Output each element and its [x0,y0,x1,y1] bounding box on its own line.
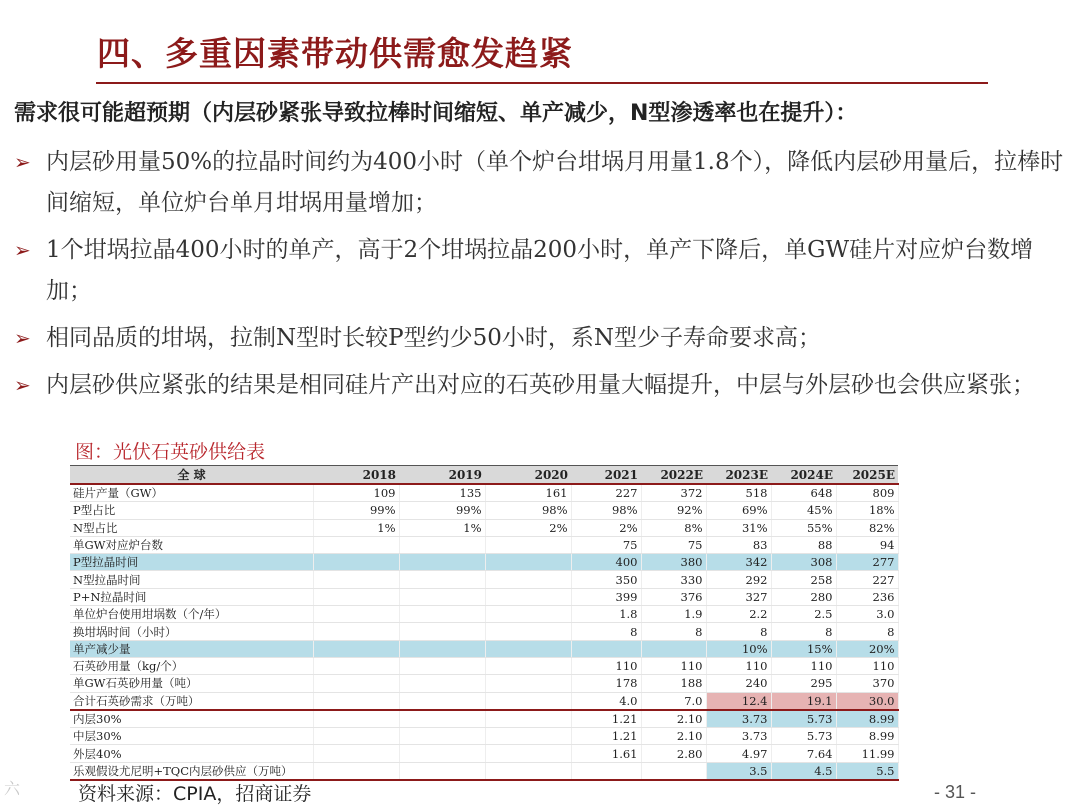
value-cell [571,640,641,657]
header-cell: 2019 [399,466,485,485]
table-row [70,728,898,745]
value-cell: 350 [571,571,641,588]
row-label-cell: P型占比 [70,502,313,519]
value-cell: 3.0 [836,606,898,623]
value-cell: 5.73 [771,710,836,728]
table-row [70,606,898,623]
header-cell: 2023E [706,466,771,485]
arrow-bullet-icon: ➢ [14,326,31,350]
value-cell: 109 [313,484,399,502]
value-cell: 161 [485,484,571,502]
row-label-cell: 硅片产量（GW） [70,484,313,502]
value-cell: 178 [571,675,641,692]
value-cell: 75 [641,536,706,553]
bullet-item [14,230,1064,312]
value-cell: 2% [485,519,571,536]
value-cell: 99% [399,502,485,519]
value-cell: 2.10 [641,728,706,745]
value-cell: 94 [836,536,898,553]
value-cell: 372 [641,484,706,502]
value-cell: 30.0 [836,692,898,710]
value-cell: 7.64 [771,745,836,762]
value-cell: 2.5 [771,606,836,623]
value-cell: 110 [571,657,641,674]
title-divider [96,82,988,84]
bullet-text: 内层砂用量50%的拉晶时间约为400小时（单个炉台坩埚月用量1.8个），降低内层砂用量后，拉棒时间缩短，单位炉台单月坩埚用量增加； [46,149,1064,216]
arrow-bullet-icon: ➢ [14,238,31,262]
value-cell: 92% [641,502,706,519]
bullet-text: 内层砂供应紧张的结果是相同硅片产出对应的石英砂用量大幅提升，中层与外层砂也会供应紧张； [46,372,1035,398]
value-cell [641,762,706,780]
value-cell: 277 [836,554,898,571]
value-cell [485,554,571,571]
row-label-cell: 中层30% [70,728,313,745]
value-cell: 330 [641,571,706,588]
row-label-cell: 外层40% [70,745,313,762]
value-cell: 55% [771,519,836,536]
header-cell: 2020 [485,466,571,485]
value-cell: 327 [706,588,771,605]
watermark-logo: 六 [4,779,21,798]
arrow-bullet-icon: ➢ [14,373,31,397]
value-cell: 3.73 [706,728,771,745]
table-header-row [70,466,898,485]
value-cell [313,745,399,762]
value-cell: 258 [771,571,836,588]
value-cell: 227 [571,484,641,502]
value-cell: 1.21 [571,728,641,745]
row-label-cell: P+N拉晶时间 [70,588,313,605]
header-cell: 2022E [641,466,706,485]
value-cell: 280 [771,588,836,605]
value-cell: 69% [706,502,771,519]
value-cell: 240 [706,675,771,692]
value-cell: 1.8 [571,606,641,623]
value-cell [399,554,485,571]
table-row [70,484,898,502]
value-cell [485,571,571,588]
bullet-text: 相同品质的坩埚，拉制N型时长较P型约少50小时，系N型少子寿命要求高； [46,325,821,351]
value-cell: 19.1 [771,692,836,710]
value-cell [313,710,399,728]
row-label-cell: N型拉晶时间 [70,571,313,588]
value-cell: 342 [706,554,771,571]
value-cell [641,640,706,657]
value-cell: 188 [641,675,706,692]
value-cell [485,588,571,605]
table-row [70,571,898,588]
bullet-item [14,318,1064,359]
value-cell: 1% [313,519,399,536]
value-cell: 110 [836,657,898,674]
value-cell: 8 [641,623,706,640]
value-cell: 15% [771,640,836,657]
value-cell: 83 [706,536,771,553]
value-cell [399,675,485,692]
value-cell: 8 [771,623,836,640]
value-cell [313,606,399,623]
value-cell: 5.5 [836,762,898,780]
value-cell: 1.9 [641,606,706,623]
value-cell [399,657,485,674]
header-cell: 2025E [836,466,898,485]
table-row [70,502,898,519]
value-cell [399,762,485,780]
value-cell [399,623,485,640]
value-cell: 8.99 [836,728,898,745]
value-cell: 399 [571,588,641,605]
value-cell [313,657,399,674]
value-cell: 4.0 [571,692,641,710]
row-label-cell: 合计石英砂需求（万吨） [70,692,313,710]
value-cell: 3.73 [706,710,771,728]
value-cell [571,762,641,780]
value-cell: 809 [836,484,898,502]
table-row [70,640,898,657]
value-cell [313,762,399,780]
value-cell: 2.10 [641,710,706,728]
value-cell [485,745,571,762]
value-cell: 376 [641,588,706,605]
value-cell: 400 [571,554,641,571]
value-cell: 8 [571,623,641,640]
table-row [70,692,898,710]
value-cell: 227 [836,571,898,588]
value-cell [313,536,399,553]
value-cell [313,675,399,692]
row-label-cell: 换坩埚时间（小时） [70,623,313,640]
page-title: 四、多重因素带动供需愈发趋紧 [97,34,573,73]
arrow-bullet-icon: ➢ [14,150,31,174]
table-row [70,536,898,553]
supply-table [70,465,899,781]
value-cell: 18% [836,502,898,519]
value-cell [485,606,571,623]
value-cell: 135 [399,484,485,502]
value-cell [485,675,571,692]
value-cell: 2.80 [641,745,706,762]
bullet-item [14,142,1064,224]
table-row [70,762,898,780]
value-cell [399,571,485,588]
value-cell: 98% [485,502,571,519]
value-cell: 7.0 [641,692,706,710]
value-cell: 308 [771,554,836,571]
value-cell: 75 [571,536,641,553]
value-cell: 110 [771,657,836,674]
value-cell: 12.4 [706,692,771,710]
bullet-text: 1个坩埚拉晶400小时的单产，高于2个坩埚拉晶200小时，单产下降后，单GW硅片对应炉台数增加； [46,237,1034,304]
value-cell: 236 [836,588,898,605]
table-row [70,588,898,605]
value-cell: 1.21 [571,710,641,728]
value-cell [313,571,399,588]
value-cell: 98% [571,502,641,519]
table-row [70,745,898,762]
value-cell [485,692,571,710]
value-cell: 11.99 [836,745,898,762]
value-cell [313,692,399,710]
row-label-cell: 单GW对应炉台数 [70,536,313,553]
row-label-cell: N型占比 [70,519,313,536]
value-cell: 2% [571,519,641,536]
value-cell: 5.73 [771,728,836,745]
page-number: - 31 - [934,782,977,802]
value-cell [313,640,399,657]
row-label-cell: 单位炉台使用坩埚数（个/年） [70,606,313,623]
value-cell [399,606,485,623]
value-cell [313,554,399,571]
value-cell: 292 [706,571,771,588]
header-cell: 2018 [313,466,399,485]
header-cell: 2021 [571,466,641,485]
value-cell [399,536,485,553]
value-cell: 99% [313,502,399,519]
row-label-cell: 单产减少量 [70,640,313,657]
table-row [70,675,898,692]
row-label-cell: 石英砂用量（kg/个） [70,657,313,674]
value-cell [313,623,399,640]
value-cell [485,762,571,780]
table-caption: 图：光伏石英砂供给表 [75,441,266,463]
table-row [70,519,898,536]
value-cell [313,588,399,605]
value-cell: 4.5 [771,762,836,780]
header-cell: 2024E [771,466,836,485]
value-cell: 4.97 [706,745,771,762]
row-label-cell: 乐观假设尤尼明+TQC内层砂供应（万吨） [70,762,313,780]
bullet-item [14,365,1064,406]
value-cell: 8% [641,519,706,536]
bullet-list [14,142,1064,412]
value-cell: 370 [836,675,898,692]
value-cell [399,588,485,605]
header-cell: 全 球 [70,466,313,485]
value-cell: 1.61 [571,745,641,762]
table-row [70,623,898,640]
value-cell: 8.99 [836,710,898,728]
value-cell [485,623,571,640]
value-cell: 110 [706,657,771,674]
value-cell: 3.5 [706,762,771,780]
value-cell [399,728,485,745]
value-cell: 2.2 [706,606,771,623]
lead-text: 需求很可能超预期（内层砂紧张导致拉棒时间缩短、单产减少，N型渗透率也在提升）： [14,101,858,126]
row-label-cell: 单GW石英砂用量（吨） [70,675,313,692]
value-cell: 8 [836,623,898,640]
value-cell: 10% [706,640,771,657]
row-label-cell: 内层30% [70,710,313,728]
table-row [70,554,898,571]
value-cell: 20% [836,640,898,657]
value-cell [485,728,571,745]
value-cell: 8 [706,623,771,640]
table-row [70,710,898,728]
value-cell: 518 [706,484,771,502]
value-cell [485,640,571,657]
value-cell: 110 [641,657,706,674]
value-cell [399,692,485,710]
value-cell [313,728,399,745]
value-cell [399,710,485,728]
value-cell [485,536,571,553]
value-cell: 1% [399,519,485,536]
value-cell: 88 [771,536,836,553]
value-cell [485,710,571,728]
table-row [70,657,898,674]
value-cell [485,657,571,674]
value-cell [399,640,485,657]
value-cell: 648 [771,484,836,502]
value-cell: 380 [641,554,706,571]
value-cell: 82% [836,519,898,536]
value-cell [399,745,485,762]
value-cell: 31% [706,519,771,536]
value-cell: 295 [771,675,836,692]
source-note: 资料来源：CPIA，招商证券 [78,783,312,805]
value-cell: 45% [771,502,836,519]
row-label-cell: P型拉晶时间 [70,554,313,571]
